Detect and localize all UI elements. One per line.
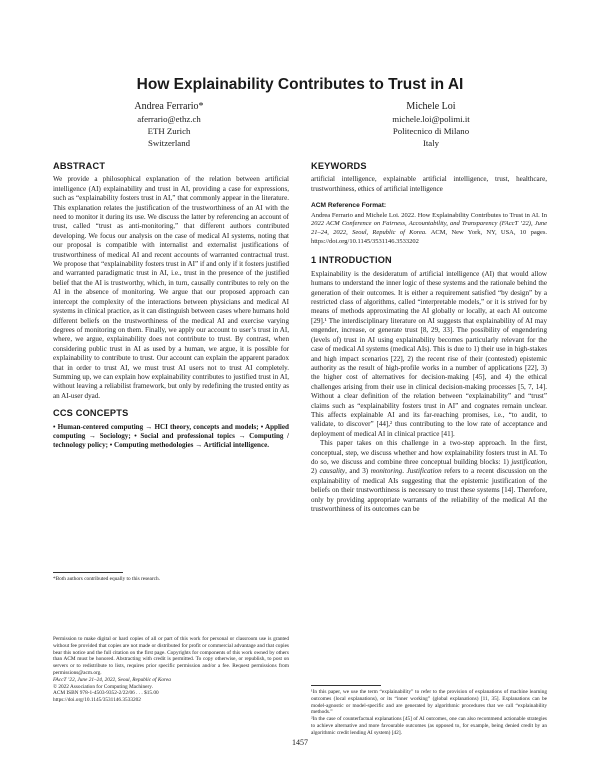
- intro-p2-part-b: , 2): [311, 457, 547, 476]
- acm-ref-heading: ACM Reference Format:: [311, 202, 387, 210]
- author-block-2: [346, 101, 516, 149]
- acm-ref-venue: 2022 ACM Conference on Fairness, Accountability, and Transparency (FAccT ’22), June 21–24, 2022, Seoul, Republic of Korea.: [311, 220, 547, 237]
- intro-p2-part-e: refers to a recent discussion on the explainability of medical AIs suggesting that the epistemic justification of the beliefs on their trustworthiness is necessary to trust these systems [14]. Therefore, only by providing appropriate warrants of the reliability of the medical AI the trustworthiness of its outcomes can be: [311, 467, 548, 513]
- acm-ref-part-a: Andrea Ferrario and Michele Loi. 2022. How Explainability Contributes to Trust in AI. In: [311, 211, 547, 219]
- footnote-1: ¹In this paper, we use the term “explainability” to refer to the provision of explanations of machine learning outcomes (local explanations), or its “inner working” (global explanations) [11, 35]. Explanations can be model-agnostic or model-specific and are generated by algorithmic procedures that we call “explainability methods.”: [311, 689, 547, 716]
- intro-p2-term-justification: justification: [511, 457, 546, 466]
- introduction-heading: 1 INTRODUCTION: [311, 255, 392, 266]
- intro-paragraph-2: [311, 439, 547, 514]
- isbn-line: ACM ISBN 978-1-4503-9352-2/22/06 . . . $15.00: [53, 690, 159, 697]
- footnote-rule: [53, 572, 123, 573]
- permission-text: Permission to make digital or hard copies of all or part of this work for personal or classroom use is granted without fee provided that copies are not made or distributed for profit or commercial advantage and that copies bear this notice and the full citation on the first page. Copyrights for components of this work owned by others than ACM must be honored. Abstracting with credit is permitted. To copy otherwise, or republish, to post on servers or to redistribute to lists, requires prior specific permission and/or a fee. Request permissions from permissions@acm.org.: [53, 636, 289, 676]
- intro-p2-part-a: This paper takes on this challenge in a two-step approach. In the first, conceptual, step, we discuss whether and how explainability fosters trust in AI. To do so, we discuss and combine three conceptual building blocks: 1): [311, 439, 547, 466]
- copyright-line: © 2022 Association for Computing Machinery.: [53, 683, 153, 690]
- author-name: Michele Loi: [406, 101, 456, 112]
- right-footnotes: [311, 685, 547, 737]
- keywords-heading: KEYWORDS: [311, 161, 367, 171]
- right-column: [311, 162, 547, 514]
- left-column: [53, 162, 289, 451]
- footnote-2: ²In the case of counterfactual explanations [45] of AI outcomes, one can also recommend actionable strategies to achieve alternative and more favourable outcomes (as opposed to, for example, being denied credit by an algorithmic credit lending AI system) [42].: [311, 716, 547, 736]
- author-affiliation: Politecnico di Milano: [392, 126, 470, 136]
- footnote-rule: [311, 685, 381, 686]
- author-email: michele.loi@polimi.it: [392, 114, 470, 124]
- footnote-authors-text: *Both authors contributed equally to this research.: [53, 576, 160, 582]
- acm-ref-part-b: ACM, New York, NY, USA, 10 pages. https://doi.org/10.1145/3531146.3533202: [311, 229, 548, 245]
- intro-p2-part-d: .: [402, 467, 407, 476]
- intro-p2-part-c: , and 3): [345, 467, 371, 476]
- author-email: aferrario@ethz.ch: [137, 114, 201, 124]
- intro-paragraph-1: Explainability is the desideratum of artificial intelligence (AI) that would allow humans to understand the inner logic of these systems and the rationale behind the generation of their outcomes. It is either a requirement satisfied “by design” by a restricted class of algorithms, called “interpretable models,” or it is strived for by means of methods approximating the AI globally or locally, at each AI outcome [29].¹ The interdisciplinary literature on AI suggests that explainability of AI may engender, increase, or generate trust [8, 29, 33]. The possibility of engendering (levels of) trust in AI using explainability becomes particularly relevant for the case of medical AI systems (medical AIs). This is due to 1) their use in high-stakes and high impact scenarios [22], 2) the recent rise of their (contested) epistemic authority as the result of high-profile works in a number of applications [22], 3) the higher cost of alternatives for decision-making [45], and 4) the ethical challenges arising from their use in clinical decision-making processes [5, 7, 14]. Without a clear definition of the relation between “explainability” and “trust” claims such as “explainability fosters trust in AI” and cognates remain unclear. This affects explainable AI and its far-reaching promises, i.e., “to audit, to validate, to discover” [44],² thus contributing to the low rate of acceptance and deployment of medical AI in clinical practice [41].: [311, 269, 547, 438]
- author-country: Italy: [422, 138, 440, 148]
- page-number: 1457: [292, 738, 308, 747]
- author-block-1: [84, 101, 254, 149]
- paper-title: How Explainability Contributes to Trust in AI: [136, 76, 464, 93]
- ccs-heading: CCS CONCEPTS: [53, 408, 129, 419]
- conference-line: FAccT ’22, June 21–24, 2022, Seoul, Republic of Korea: [53, 676, 171, 683]
- keywords-text: artificial intelligence, explainable artificial intelligence, trust, healthcare, trustworthiness, ethics of artificial intelligence: [311, 175, 547, 193]
- intro-p2-term-causality: causality: [319, 467, 346, 476]
- intro-p2-term-justification-2: Justification: [406, 467, 442, 476]
- permission-block: [53, 636, 289, 704]
- acm-ref-text: [311, 212, 547, 247]
- author-country: Switzerland: [147, 138, 191, 148]
- abstract-heading: ABSTRACT: [53, 161, 106, 171]
- ccs-text: • Human-centered computing → HCI theory, concepts and models; • Applied computing → Sociology; • Social and professional topics → Computing / technology policy; • Computing methodologies → Artificial intelligence.: [53, 422, 289, 450]
- author-name: Andrea Ferrario*: [134, 101, 204, 112]
- author-footnote: [53, 572, 289, 583]
- author-affiliation: ETH Zurich: [147, 126, 191, 136]
- intro-p2-term-monitoring: monitoring: [370, 467, 403, 476]
- doi-link[interactable]: https://doi.org/10.1145/3531146.3533202: [53, 697, 141, 704]
- abstract-text: We provide a philosophical explanation of the relation between artificial intelligence (AI) explainability and trust in AI, providing a case for expressions, such as “explainability fosters trust in AI,” that commonly appear in the literature. This explanation relates the justification of the trustworthiness of an AI with the need to monitor it during its use. We discuss the latter by referencing an account of trust, called “trust as anti-monitoring,” that different authors contributed developing. We focus our analysis on the case of medical AI systems, noting that our proposal is compatible with internalist and externalist justifications of trustworthiness of medical AI and recent accounts of warranted contractual trust. We propose that “explainability fosters trust in AI” if and only if it fosters justified and warranted paradigmatic trust in AI, i.e., trust in the presence of the justified belief that the AI is trustworthy, which, in turn, causally contributes to rely on the AI in the absence of monitoring. We argue that our proposed approach can intercept the complexity of the interactions between physicians and medical AI systems in clinical practice, as it can distinguish between cases where humans hold different beliefs on the trustworthiness of the medical AI and exercise varying degrees of monitoring on them. Finally, we apply our account to user’s trust in AI, where, we argue, explainability does not contribute to trust. By contrast, when considering public trust in AI as used by a human, we argue, it is possible for explainability to contribute to trust. Our account can explain the apparent paradox that in order to trust AI, we must trust AI users not to trust AI completely. Summing up, we can explain how explainability contributes to justified trust in AI, without leaving a reliabilist framework, but only by redefining the trusted entity as an AI-user dyad.: [53, 175, 289, 400]
